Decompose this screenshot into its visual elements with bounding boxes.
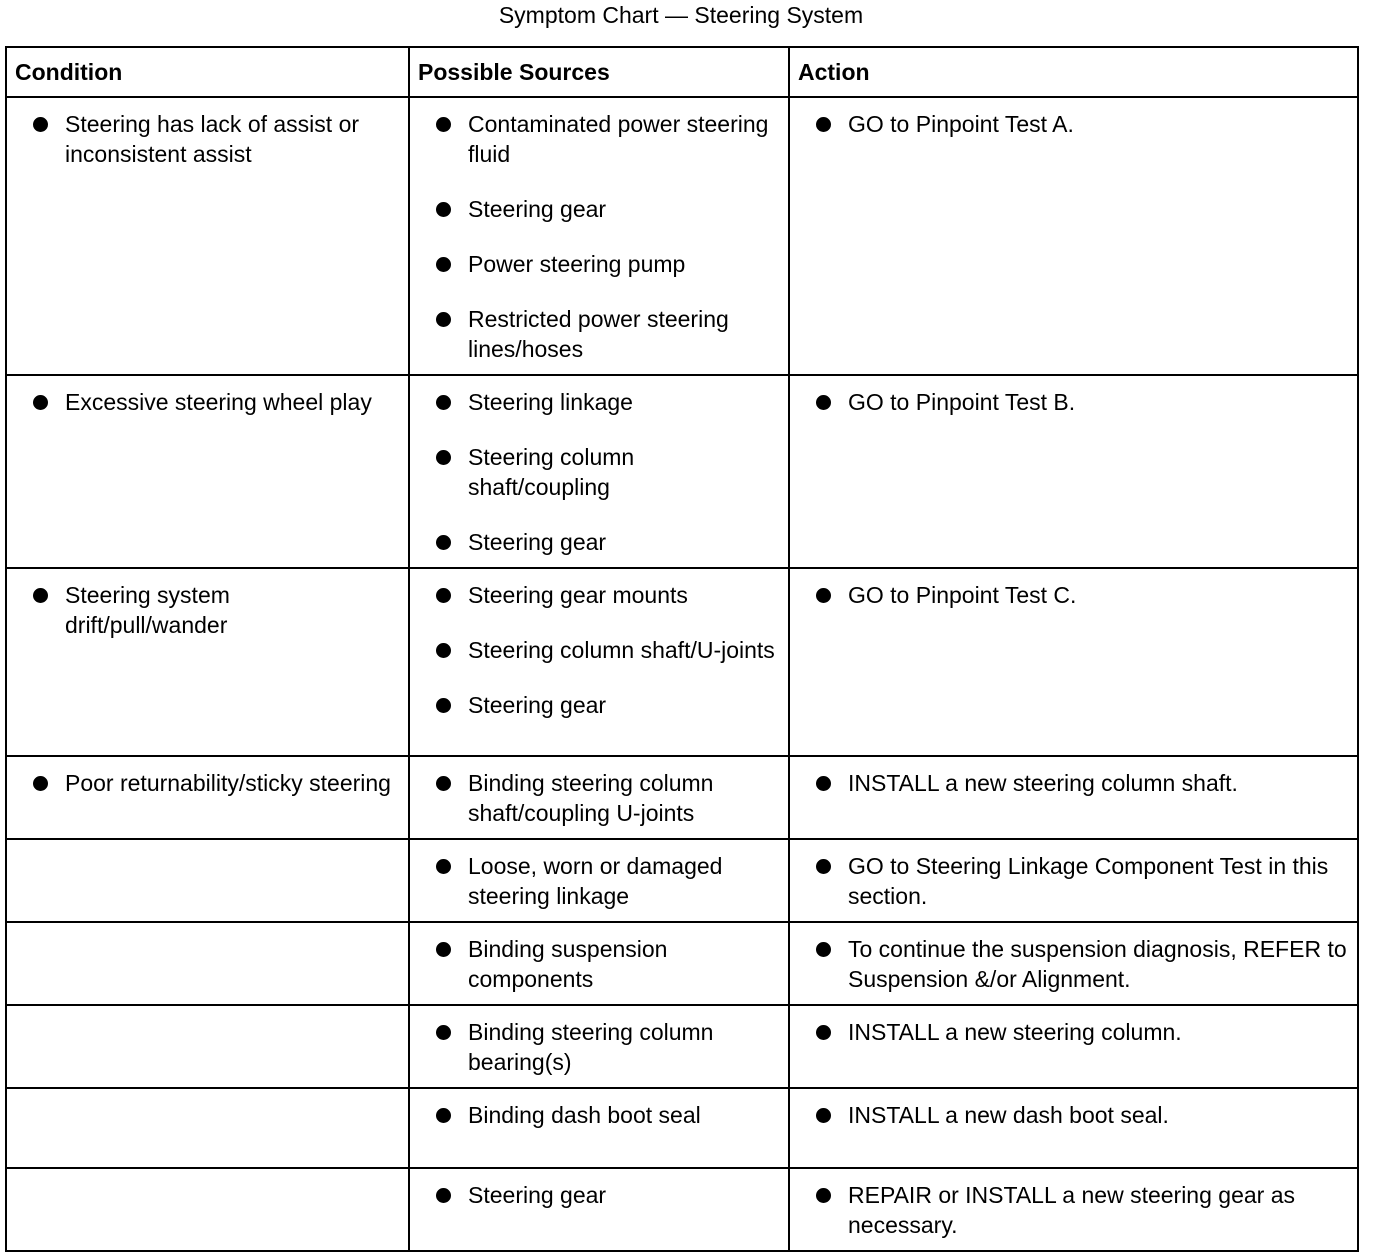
source-text: Steering gear bbox=[468, 1182, 607, 1208]
list-item bbox=[814, 1100, 1347, 1130]
list-item bbox=[814, 851, 1347, 911]
bullet-icon bbox=[33, 588, 48, 603]
source-text: Binding suspension components bbox=[468, 936, 668, 992]
condition-cell bbox=[6, 97, 409, 375]
table-row bbox=[6, 922, 1358, 1005]
chart-title: Symptom Chart — Steering System bbox=[498, 2, 864, 28]
bullet-icon bbox=[436, 202, 451, 217]
bullet-icon bbox=[816, 1188, 831, 1203]
list-item bbox=[434, 194, 778, 224]
list-item bbox=[814, 580, 1347, 610]
table-row bbox=[6, 97, 1358, 375]
symptom-chart-table bbox=[5, 46, 1359, 1252]
condition-cell bbox=[6, 1005, 409, 1088]
action-text: REPAIR or INSTALL a new steering gear as necessary. bbox=[848, 1182, 1295, 1238]
list-item bbox=[434, 109, 778, 169]
action-cell bbox=[789, 1005, 1358, 1088]
header-row bbox=[6, 47, 1358, 97]
table-row bbox=[6, 1088, 1358, 1168]
sources-cell bbox=[409, 839, 789, 922]
list-item bbox=[31, 387, 398, 417]
list-item bbox=[814, 1180, 1347, 1240]
action-text: GO to Pinpoint Test C. bbox=[848, 582, 1077, 608]
source-text: Steering column shaft/U-joints bbox=[468, 637, 775, 663]
table-row bbox=[6, 1005, 1358, 1088]
list-item bbox=[814, 387, 1347, 417]
bullet-icon bbox=[33, 117, 48, 132]
condition-cell bbox=[6, 568, 409, 756]
condition-text: Steering system drift/pull/wander bbox=[65, 582, 230, 638]
list-item bbox=[434, 580, 778, 610]
bullet-icon bbox=[816, 776, 831, 791]
table-row bbox=[6, 756, 1358, 839]
bullet-icon bbox=[436, 312, 451, 327]
bullet-icon bbox=[816, 1108, 831, 1123]
action-cell bbox=[789, 1168, 1358, 1251]
condition-cell bbox=[6, 375, 409, 568]
condition-text: Excessive steering wheel play bbox=[65, 389, 372, 415]
bullet-icon bbox=[816, 117, 831, 132]
condition-cell bbox=[6, 922, 409, 1005]
list-item bbox=[814, 109, 1347, 139]
action-cell bbox=[789, 756, 1358, 839]
source-text: Restricted power steering lines/hoses bbox=[468, 306, 729, 362]
bullet-icon bbox=[436, 643, 451, 658]
sources-cell bbox=[409, 375, 789, 568]
list-item bbox=[814, 934, 1347, 994]
list-item bbox=[434, 304, 778, 364]
bullet-icon bbox=[436, 117, 451, 132]
list-item bbox=[434, 690, 778, 720]
bullet-icon bbox=[436, 1188, 451, 1203]
action-cell bbox=[789, 568, 1358, 756]
bullet-icon bbox=[436, 450, 451, 465]
bullet-icon bbox=[436, 257, 451, 272]
bullet-icon bbox=[816, 588, 831, 603]
list-item bbox=[814, 1017, 1347, 1047]
bullet-icon bbox=[436, 859, 451, 874]
list-item bbox=[434, 635, 778, 665]
source-text: Steering gear bbox=[468, 692, 607, 718]
list-item bbox=[814, 768, 1347, 798]
bullet-icon bbox=[816, 859, 831, 874]
bullet-icon bbox=[33, 395, 48, 410]
condition-text: Poor returnability/sticky steering bbox=[65, 770, 391, 796]
sources-cell bbox=[409, 568, 789, 756]
action-text: GO to Pinpoint Test B. bbox=[848, 389, 1076, 415]
source-text: Binding steering column shaft/coupling U-joints bbox=[468, 770, 714, 826]
action-cell bbox=[789, 839, 1358, 922]
condition-cell bbox=[6, 1168, 409, 1251]
bullet-icon bbox=[816, 1025, 831, 1040]
action-text: INSTALL a new steering column. bbox=[848, 1019, 1182, 1045]
list-item bbox=[31, 768, 398, 798]
bullet-icon bbox=[436, 776, 451, 791]
action-text: GO to Steering Linkage Component Test in this section. bbox=[848, 853, 1329, 909]
list-item bbox=[434, 851, 778, 911]
bullet-icon bbox=[436, 1108, 451, 1123]
condition-text: Steering has lack of assist or inconsistent assist bbox=[65, 111, 360, 167]
source-text: Steering linkage bbox=[468, 389, 633, 415]
source-text: Steering gear mounts bbox=[468, 582, 688, 608]
list-item bbox=[434, 1180, 778, 1210]
table-row bbox=[6, 375, 1358, 568]
action-cell bbox=[789, 1088, 1358, 1168]
source-text: Steering gear bbox=[468, 529, 607, 555]
bullet-icon bbox=[436, 698, 451, 713]
table-row bbox=[6, 1168, 1358, 1251]
sources-cell bbox=[409, 922, 789, 1005]
bullet-icon bbox=[33, 776, 48, 791]
source-text: Steering gear bbox=[468, 196, 607, 222]
list-item bbox=[434, 1100, 778, 1130]
source-text: Power steering pump bbox=[468, 251, 686, 277]
action-text: INSTALL a new steering column shaft. bbox=[848, 770, 1238, 796]
bullet-icon bbox=[436, 1025, 451, 1040]
list-item bbox=[434, 934, 778, 994]
action-cell bbox=[789, 97, 1358, 375]
action-text: GO to Pinpoint Test A. bbox=[848, 111, 1074, 137]
bullet-icon bbox=[436, 395, 451, 410]
source-text: Contaminated power steering fluid bbox=[468, 111, 769, 167]
list-item bbox=[31, 109, 398, 169]
list-item bbox=[434, 527, 778, 557]
condition-cell bbox=[6, 839, 409, 922]
source-text: Binding dash boot seal bbox=[468, 1102, 701, 1128]
header-condition: Condition bbox=[6, 47, 409, 97]
action-cell bbox=[789, 375, 1358, 568]
list-item bbox=[434, 442, 778, 502]
action-cell bbox=[789, 922, 1358, 1005]
action-text: INSTALL a new dash boot seal. bbox=[848, 1102, 1169, 1128]
sources-cell bbox=[409, 1168, 789, 1251]
sources-cell bbox=[409, 97, 789, 375]
bullet-icon bbox=[816, 942, 831, 957]
bullet-icon bbox=[816, 395, 831, 410]
list-item bbox=[434, 768, 778, 828]
list-item bbox=[434, 387, 778, 417]
bullet-icon bbox=[436, 588, 451, 603]
sources-cell bbox=[409, 756, 789, 839]
list-item bbox=[434, 249, 778, 279]
bullet-icon bbox=[436, 535, 451, 550]
source-text: Steering column shaft/coupling bbox=[468, 444, 635, 500]
sources-cell bbox=[409, 1088, 789, 1168]
chart-body bbox=[6, 97, 1358, 1251]
source-text: Loose, worn or damaged steering linkage bbox=[468, 853, 723, 909]
table-row bbox=[6, 839, 1358, 922]
condition-cell bbox=[6, 756, 409, 839]
header-action: Action bbox=[789, 47, 1358, 97]
bullet-icon bbox=[436, 942, 451, 957]
header-possible-sources: Possible Sources bbox=[409, 47, 789, 97]
list-item bbox=[31, 580, 398, 640]
source-text: Binding steering column bearing(s) bbox=[468, 1019, 714, 1075]
condition-cell bbox=[6, 1088, 409, 1168]
table-row bbox=[6, 568, 1358, 756]
list-item bbox=[434, 1017, 778, 1077]
action-text: To continue the suspension diagnosis, REFER to Suspension &/or Alignment. bbox=[848, 936, 1347, 992]
sources-cell bbox=[409, 1005, 789, 1088]
